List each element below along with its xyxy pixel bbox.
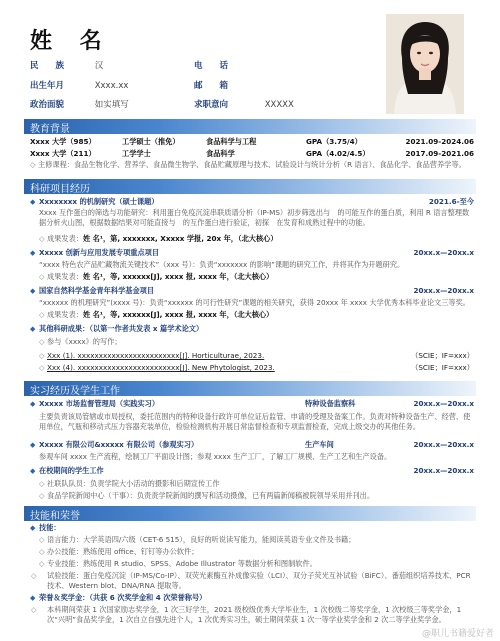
section-title: 实习经历及学生工作 — [30, 386, 120, 397]
profile-photo — [386, 14, 464, 114]
bullet-icon: ◆ — [30, 198, 36, 206]
bullet-icon: ◆ — [30, 467, 36, 475]
section-research-header — [24, 179, 476, 194]
job-date: 20xx.x—20xx.x — [413, 440, 474, 449]
edu-degree: 工学硕士（推免） — [122, 137, 180, 146]
job-title: 在校期间的学生工作 — [39, 466, 104, 475]
job-title-row — [30, 466, 474, 476]
project-title: 其他科研成果：（以第一作者共发表 x 篇学术论文） — [39, 324, 204, 333]
intro-text: 参与《xxxx》的写作； — [47, 337, 122, 346]
info-label: 民 族 — [30, 61, 65, 71]
honors-line — [31, 605, 473, 625]
job-line-text: 食品学院新闻中心（干事）：负责责学院新闻的撰写和活动摄像，已有两篇新闻稿被院领导采用并刊出。 — [47, 491, 375, 500]
info-phone — [194, 60, 265, 72]
job-role: 生产车间 — [305, 440, 334, 449]
courses-text: 主修课程：食品生物化学、营养学、食品微生物学、食品贮藏原理与技术、试验设计与统计分析（R 语言）、食品化学、食品营养学等。 — [38, 160, 466, 169]
project-title: Xxxxx 创新与应用发展专项重点项目 — [39, 248, 160, 257]
section-title: 科研项目经历 — [30, 184, 90, 195]
project-desc: “xxxx 特色农产品贮藏物流关键技术”（xxx 号）：负责“xxxxxxx 的影响”课题的研究工作，并将其作为开题研究。 — [39, 260, 405, 269]
job-line — [39, 479, 483, 489]
edu-school: Xxxx 大学（985） — [30, 137, 96, 146]
courses-line — [30, 160, 474, 170]
project-date: 2021.6-至今 — [428, 197, 474, 206]
diamond-icon: ◇ — [39, 337, 45, 346]
job-title-row — [30, 440, 474, 450]
edu-degree: 工学学士 — [122, 149, 151, 158]
skill-text: 专业技能：熟练使用 R studio、SPSS、Adobe Illustrator 等数据分析和图制软件。 — [47, 559, 317, 568]
edu-major: 食品科学与工程 — [206, 137, 257, 146]
bullet-icon: ◆ — [30, 400, 36, 408]
project-pub — [39, 310, 483, 320]
diamond-icon: ◇ — [39, 547, 45, 556]
honors-head-row — [30, 593, 474, 603]
edu-major: 食品科学 — [206, 149, 235, 158]
pub-text: 姓 名¹，等, xxxxxx[J], xxxx 报, xxxx 年，（北大核心） — [82, 310, 274, 319]
diamond-icon: ◇ — [39, 272, 45, 281]
job-line — [39, 491, 483, 501]
paper-text: Xxx (1). xxxxxxxxxxxxxxxxxxxxxxxx[J]. Horticulturae, 2023. — [47, 351, 265, 360]
info-value: XXXXX — [264, 100, 294, 110]
job-line-text: 社联队队员：负责学院大小活动的摄影和后期宣传工作 — [47, 479, 220, 488]
pub-text: 姓 名¹，等, xxxxxx[J], xxxx 报, xxxx 年，（北大核心） — [82, 272, 274, 281]
watermark: @职儿书籍爱好者 — [421, 629, 494, 639]
project-title-row — [30, 197, 474, 207]
paper-row — [39, 351, 474, 361]
skill-line — [39, 559, 483, 569]
skill-line — [39, 535, 483, 545]
project-title: Xxxxxxxx 的机制研究（硕士课题） — [39, 197, 159, 206]
skill-text: 办公技能：熟练使用 office、钉钉等办公软件； — [47, 547, 199, 556]
info-value: 如实填写 — [94, 100, 129, 110]
edu-school: Xxxx 大学（211） — [30, 149, 96, 158]
job-date: 20xx.x—20xx.x — [413, 466, 474, 475]
job-desc: 主要负责该局管辖或市局授权，委托范围内的特种设备行政许可单位证后监管、申请的受理及备案工作。负责对特种设备生产、经营、使用单位，气瓶和移动式压力容器充装单位，检验检测机构开展日常监督检查和专项监督检查，完成上级交办的其他任务。 — [39, 412, 471, 431]
info-value: 汉 — [94, 61, 104, 71]
paper-tag: （SCIE；IF=xxx） — [411, 351, 474, 360]
edu-date: 2017.09-2021.06 — [405, 149, 474, 158]
info-email — [194, 80, 265, 92]
job-role: 特种设备监察科 — [305, 399, 356, 408]
project-title-row — [30, 248, 474, 258]
edu-gpa: GPA（4.02/4.5） — [306, 149, 370, 158]
bullet-icon: ◆ — [30, 249, 36, 257]
info-label: 电 话 — [194, 61, 229, 71]
project-desc: “xxxxxx 的机理研究”(xxxx 号)：负责“xxxxxx 的可行性研究”课题的相关研究，获得 20xxx 年 xxxx 大学优秀本科毕业论文三等奖。 — [39, 298, 470, 307]
pub-label: 成果发表： — [47, 272, 83, 281]
job-title: Xxxxx 市场监督管理局（实践实习） — [39, 399, 160, 408]
info-objective — [194, 99, 294, 111]
info-birth — [30, 80, 128, 92]
job-title: Xxxxx 有限公司&xxxxx 有限公司（参观实习） — [39, 440, 199, 449]
job-desc: 参观车间 xxxx 生产流程，绘制工厂平面设计图；参观 xxxx 生产工厂，了解工厂规模、生产工艺和生产设备。 — [39, 452, 392, 461]
diamond-icon: ◇ — [31, 571, 37, 580]
paper-tag: （SCIE；IF=xxx） — [411, 363, 474, 372]
info-value: Xxxx.xx — [94, 81, 129, 91]
project-intro — [39, 337, 483, 347]
project-date: 20xx.x—20xx.x — [413, 286, 474, 295]
diamond-icon: ◇ — [39, 559, 45, 568]
info-label: 求职意向 — [194, 100, 229, 110]
info-politics — [30, 99, 129, 111]
info-label: 出生年月 — [30, 81, 65, 91]
section-education-header — [24, 119, 476, 134]
info-label: 政治面貌 — [30, 100, 65, 110]
info-ethnicity — [30, 60, 103, 72]
diamond-icon: ◇ — [31, 605, 37, 614]
diamond-icon: ◇ — [39, 234, 45, 243]
bullet-icon: ◆ — [30, 287, 36, 295]
diamond-icon: ◇ — [39, 535, 45, 544]
section-title: 技能和荣誉 — [30, 511, 80, 522]
diamond-icon: ◇ — [30, 160, 36, 169]
skills-head-row — [30, 523, 474, 533]
diamond-icon: ◇ — [39, 363, 45, 372]
diamond-icon: ◇ — [39, 310, 45, 319]
project-title-row — [30, 286, 474, 296]
diamond-icon: ◇ — [39, 351, 45, 360]
bullet-icon: ◆ — [30, 441, 36, 449]
diamond-icon: ◇ — [39, 479, 45, 488]
edu-date: 2021.09-2024.06 — [405, 137, 474, 146]
candidate-name: 姓 名 — [30, 29, 112, 54]
honors-text: 本科期间荣获 1 次国家励志奖学金，1 次三好学生，2021 级校级优秀大学毕业生，1 次校级二等奖学金，1 次校级三等奖学金，1 次“兴明”食品奖学金，1 次自立自强先进个人，1 次优秀实习生，硕士期间荣获 1 次一等学业奖学金和 2 次二等学业奖学金。 — [47, 605, 462, 624]
section-title: 教育背景 — [30, 124, 70, 135]
pub-text: 姓 名¹，第, xxxxxxx, Xxxxx 学报, 20x 年，（北大核心） — [82, 234, 278, 243]
pub-label: 成果发表： — [47, 310, 83, 319]
bullet-icon: ◆ — [30, 325, 36, 333]
info-label: 邮 箱 — [194, 81, 229, 91]
job-date: 20xx.x—20xx.x — [413, 399, 474, 408]
project-desc: Xxxx 互作蛋白的筛选与功能研究：利用蛋白免疫沉淀串联质谱分析（IP-MS）初步筛选出与 的可能互作的蛋白质，利用 R 语言整理数据分析火山图，根据数据结果对可能直接与 的互作蛋白进行验证，初探 在发育和成熟过程中的功能。 — [39, 208, 470, 227]
bullet-icon: ◆ — [30, 524, 36, 532]
paper-row — [39, 363, 474, 373]
diamond-icon: ◇ — [39, 491, 45, 500]
skill-text: 语言能力：大学英语四/六级（CET-6 515），良好的听说读写能力，能阅读英语专业文件及书籍； — [47, 535, 356, 544]
paper-text: Xxx (4). xxxxxxxxxxxxxxxxxxxxxxxx[J]. New Phytologist, 2023. — [47, 363, 275, 372]
pub-label: 成果发表： — [47, 234, 83, 243]
project-title-row — [30, 324, 474, 334]
section-skills-header — [24, 506, 476, 521]
skill-text: 试验技能：蛋白免疫沉淀（IP-MS/Co-IP）、双荧光素酶互补成像实验（LCI）、双分子荧光互补试验（BiFC）、番茄组织培养技术、PCR 技术、Western blot、DNA/RNA 提取等。 — [47, 571, 471, 590]
skill-line — [39, 547, 483, 557]
project-title: 国家自然科学基金青年科学基金项目 — [39, 286, 155, 295]
skill-line — [31, 571, 473, 591]
project-date: 20xx.x—20xx.x — [413, 248, 474, 257]
bullet-icon: ◆ — [30, 594, 36, 602]
portrait-icon — [386, 14, 464, 114]
job-title-row — [30, 399, 474, 409]
project-pub — [39, 234, 483, 244]
section-work-header — [24, 381, 476, 396]
skills-head: 技能： — [39, 523, 61, 532]
edu-gpa: GPA（3.75/4） — [306, 137, 362, 146]
project-pub — [39, 272, 483, 282]
honors-head: 荣誉＆奖学金：（共获 6 次奖学金和 4 次荣誉称号） — [39, 593, 207, 602]
